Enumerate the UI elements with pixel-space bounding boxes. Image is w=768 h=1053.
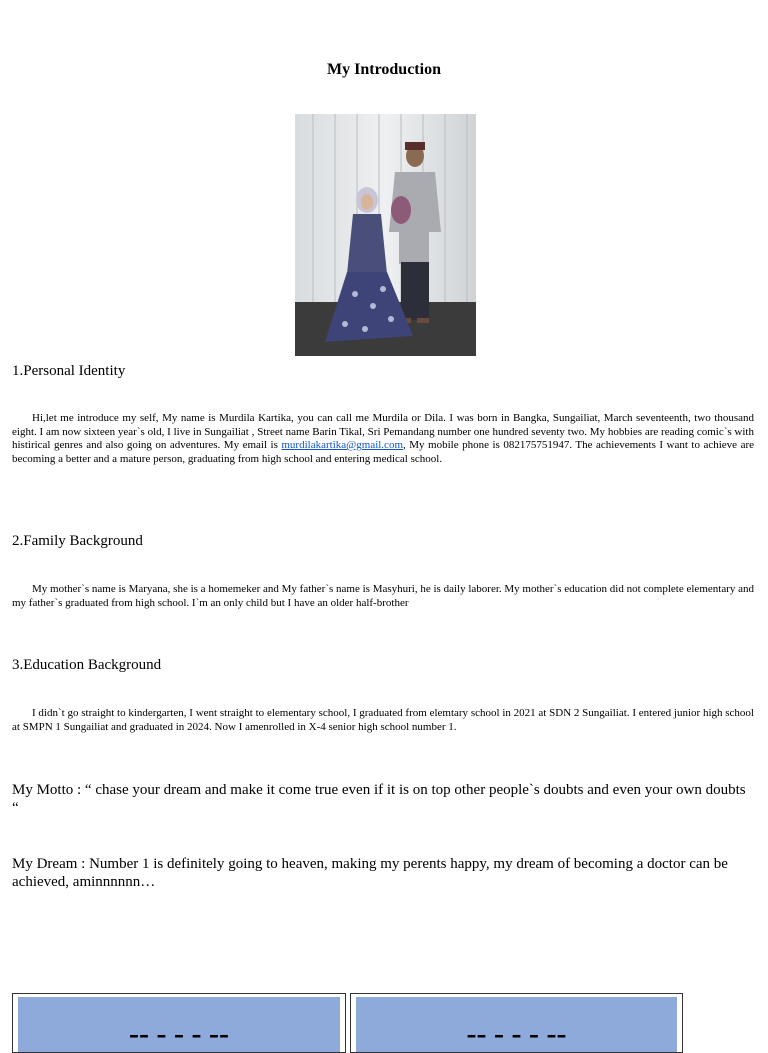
education-background-heading: 3.Education Background [12, 657, 162, 673]
card-fill [356, 997, 677, 1052]
email-link[interactable]: murdilakartika@gmail.com [281, 439, 403, 452]
family-background-heading: 2.Family Background [12, 533, 143, 549]
education-background-paragraph: I didn`t go straight to kindergarten, I went straight to elementary school, I graduated from elemtary school in 2021 at SDN 2 Sungailiat. I entered junior high school at SMPN 1 Sungailiat and graduated in 2024. Now I amenrolled in X-4 senior high school number 1. [12, 707, 754, 733]
card-text: -- - - - -- [129, 1017, 229, 1050]
bottom-card-right [350, 993, 683, 1053]
family-background-paragraph: My mother`s name is Maryana, she is a homemeker and My father`s name is Masyhuri, he is daily laborer. My mother`s education did not complete elementary and my father`s graduated from high school. I`m an only child but I have an older half-brother [12, 583, 754, 609]
personal-text-before: Hi,let me introduce my self, My name is Murdila Kartika, you can call me Murdila or Dila. I was born in Bangka, Sungailiat, March seventeenth, two thousand eight. I am now sixteen year`s old, I live in Sungailiat , Street name Barin Tikal, Sri Pemandang number one hundred seventy two. My hobbies are reading comic`s with histirical genres and also going on adventures. My email is [12, 412, 754, 452]
personal-text-after: , My mobile phone is 082175751947. The achievements I want to achieve are becoming a better and a mature person, graduating from high school and entering medical school. [12, 439, 754, 465]
dream-text: My Dream : Number 1 is definitely going to heaven, making my perents happy, my dream of becoming a doctor can be achieved, aminnnnnn… [12, 856, 728, 890]
family-photo [295, 114, 476, 356]
card-text: -- - - - -- [466, 1017, 567, 1050]
motto-text: My Motto : “ chase your dream and make it come true even if it is on top other people`s doubts and even your own doubts “ [12, 782, 746, 816]
personal-identity-paragraph [12, 412, 754, 466]
personal-identity-heading: 1.Personal Identity [12, 363, 126, 379]
card-fill [18, 997, 340, 1052]
photo-illustration [295, 114, 476, 356]
page-title: My Introduction [327, 61, 441, 78]
bottom-card-left [12, 993, 346, 1053]
